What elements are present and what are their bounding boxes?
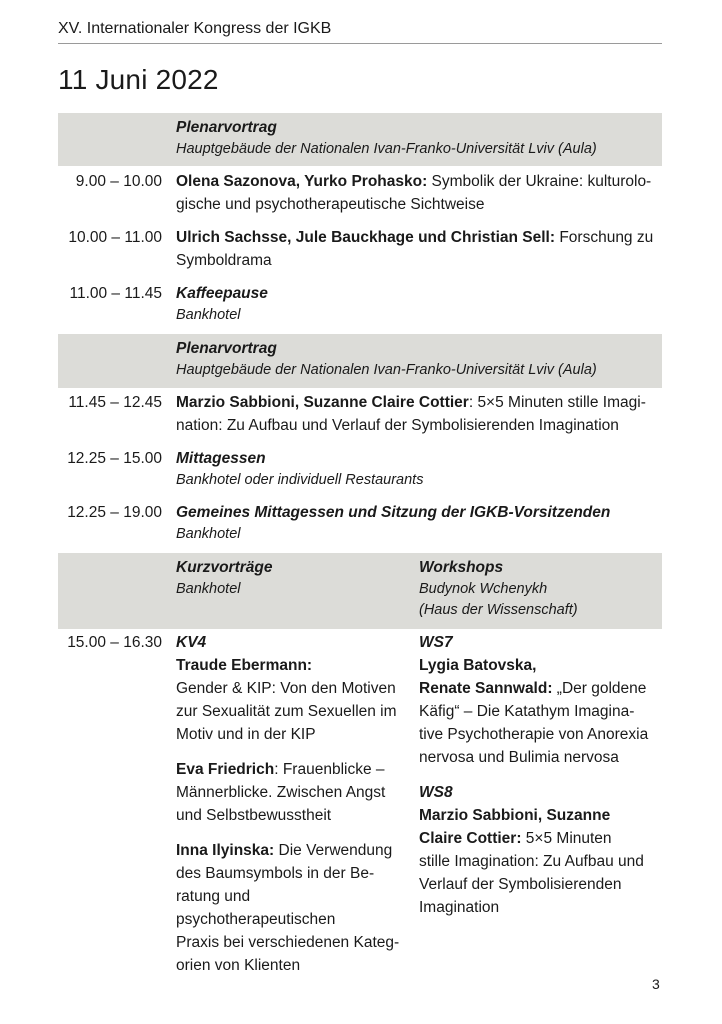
talk-line: und Selbstbewusstheit [176,807,332,824]
time-slot: 11.45 – 12.45 [68,394,162,411]
talk-line: Verlauf der Symbolisierenden [419,876,622,893]
talk-line: stille Imagination: Zu Aufbau und [419,853,644,870]
speaker: Traude Ebermann: [176,657,313,674]
right-column-place-sub: (Haus der Wissenschaft) [419,602,578,618]
speaker: Lygia Batovska, [419,657,537,674]
block-place: Hauptgebäude der Nationalen Ivan-Franko-Universität Lviv (Aula) [176,141,597,157]
left-column-title: Kurzvorträge [176,559,273,576]
schedule-row [58,170,662,218]
talk-title-cont: Symboldrama [176,252,272,269]
talk-line: orien von Klienten [176,957,301,974]
talk-line: Praxis bei verschiedenen Kateg- [176,934,400,951]
talk-line: zur Sexualität zum Sexuellen im [176,703,397,720]
talk-line: tive Psychotherapie von Anorexia [419,726,649,743]
speaker: Inna Ilyinska: [176,842,275,859]
running-header: XV. Internationaler Kongress der IGKB [58,20,662,44]
talk-line: des Baumsymbols in der Be- [176,865,375,882]
speaker: Claire Cottier: [419,830,522,847]
schedule-row [58,501,662,547]
block-title: Gemeines Mittagessen und Sitzung der IGKB-Vorsitzenden [176,504,611,521]
speaker: Eva Friedrich [176,761,275,778]
session-header-block [58,553,662,629]
schedule-row [58,447,662,493]
talk-line: Die Verwendung [274,842,393,859]
talk-line: „Der goldene [552,680,647,697]
parallel-session [58,631,662,974]
talk-line: Motiv und in der KIP [176,726,316,743]
talk-title: Symbolik der Ukraine: kulturolo- [427,173,652,190]
right-session-column [419,631,659,919]
speaker: Marzio Sabbioni, Suzanne [419,807,611,824]
speakers: Marzio Sabbioni, Suzanne Claire Cottier [176,394,469,411]
speakers: Olena Sazonova, Yurko Prohasko: [176,173,428,190]
block-place: Hauptgebäude der Nationalen Ivan-Franko-Universität Lviv (Aula) [176,362,597,378]
talk-line: 5×5 Minuten [521,830,612,847]
block-place: Bankhotel oder individuell Restaurants [176,472,424,488]
time-slot: 11.00 – 11.45 [69,285,162,302]
workshop-code: WS8 [419,784,453,801]
right-column-place: Budynok Wchenykh [419,581,548,597]
page-number: 3 [652,976,660,992]
schedule-row [58,226,662,274]
block-place: Bankhotel [176,307,241,323]
talk-line: Käfig“ – Die Katathym Imagina- [419,703,635,720]
right-column-title: Workshops [419,559,504,576]
talk-title-cont: nation: Zu Aufbau und Verlauf der Symbolisierenden Imagination [176,417,619,434]
session-code: KV4 [176,634,207,651]
talk-entry [176,758,412,827]
page-date-title: 11 Juni 2022 [58,64,219,95]
talk-title: Forschung zu [555,229,654,246]
plenary-block [58,334,662,388]
left-session-column [176,631,412,977]
talk-line: Männerblicke. Zwischen Angst [176,784,386,801]
time-slot: 10.00 – 11.00 [68,229,162,246]
speaker: Renate Sannwald: [419,680,553,697]
talk-line: ratung und psychotherapeutischen [176,888,336,928]
speakers: Ulrich Sachsse, Jule Bauckhage und Christian Sell: [176,229,556,246]
talk-title-cont: gische und psychotherapeutische Sichtweise [176,196,485,213]
talk-entry [176,839,412,977]
block-title: Kaffeepause [176,285,268,302]
workshop-code: WS7 [419,634,453,651]
talk-line: Imagination [419,899,500,916]
block-title: Plenarvortrag [176,340,277,357]
talk-entry [176,654,412,746]
talk-line: : Frauenblicke – [274,761,385,778]
time-slot: 12.25 – 15.00 [67,450,162,467]
time-slot: 12.25 – 19.00 [67,504,162,521]
talk-line: nervosa und Bulimia nervosa [419,749,619,766]
block-title: Plenarvortrag [176,119,277,136]
schedule-row [58,282,662,328]
time-slot: 15.00 – 16.30 [67,634,162,651]
talk-line: Gender & KIP: Von den Motiven [176,680,396,697]
time-slot: 9.00 – 10.00 [75,173,162,190]
schedule-row [58,391,662,439]
left-column-place: Bankhotel [176,581,241,597]
talk-title: : 5×5 Minuten stille Imagi- [468,394,646,411]
block-title: Mittagessen [176,450,266,467]
block-place: Bankhotel [176,526,241,542]
plenary-block [58,113,662,166]
